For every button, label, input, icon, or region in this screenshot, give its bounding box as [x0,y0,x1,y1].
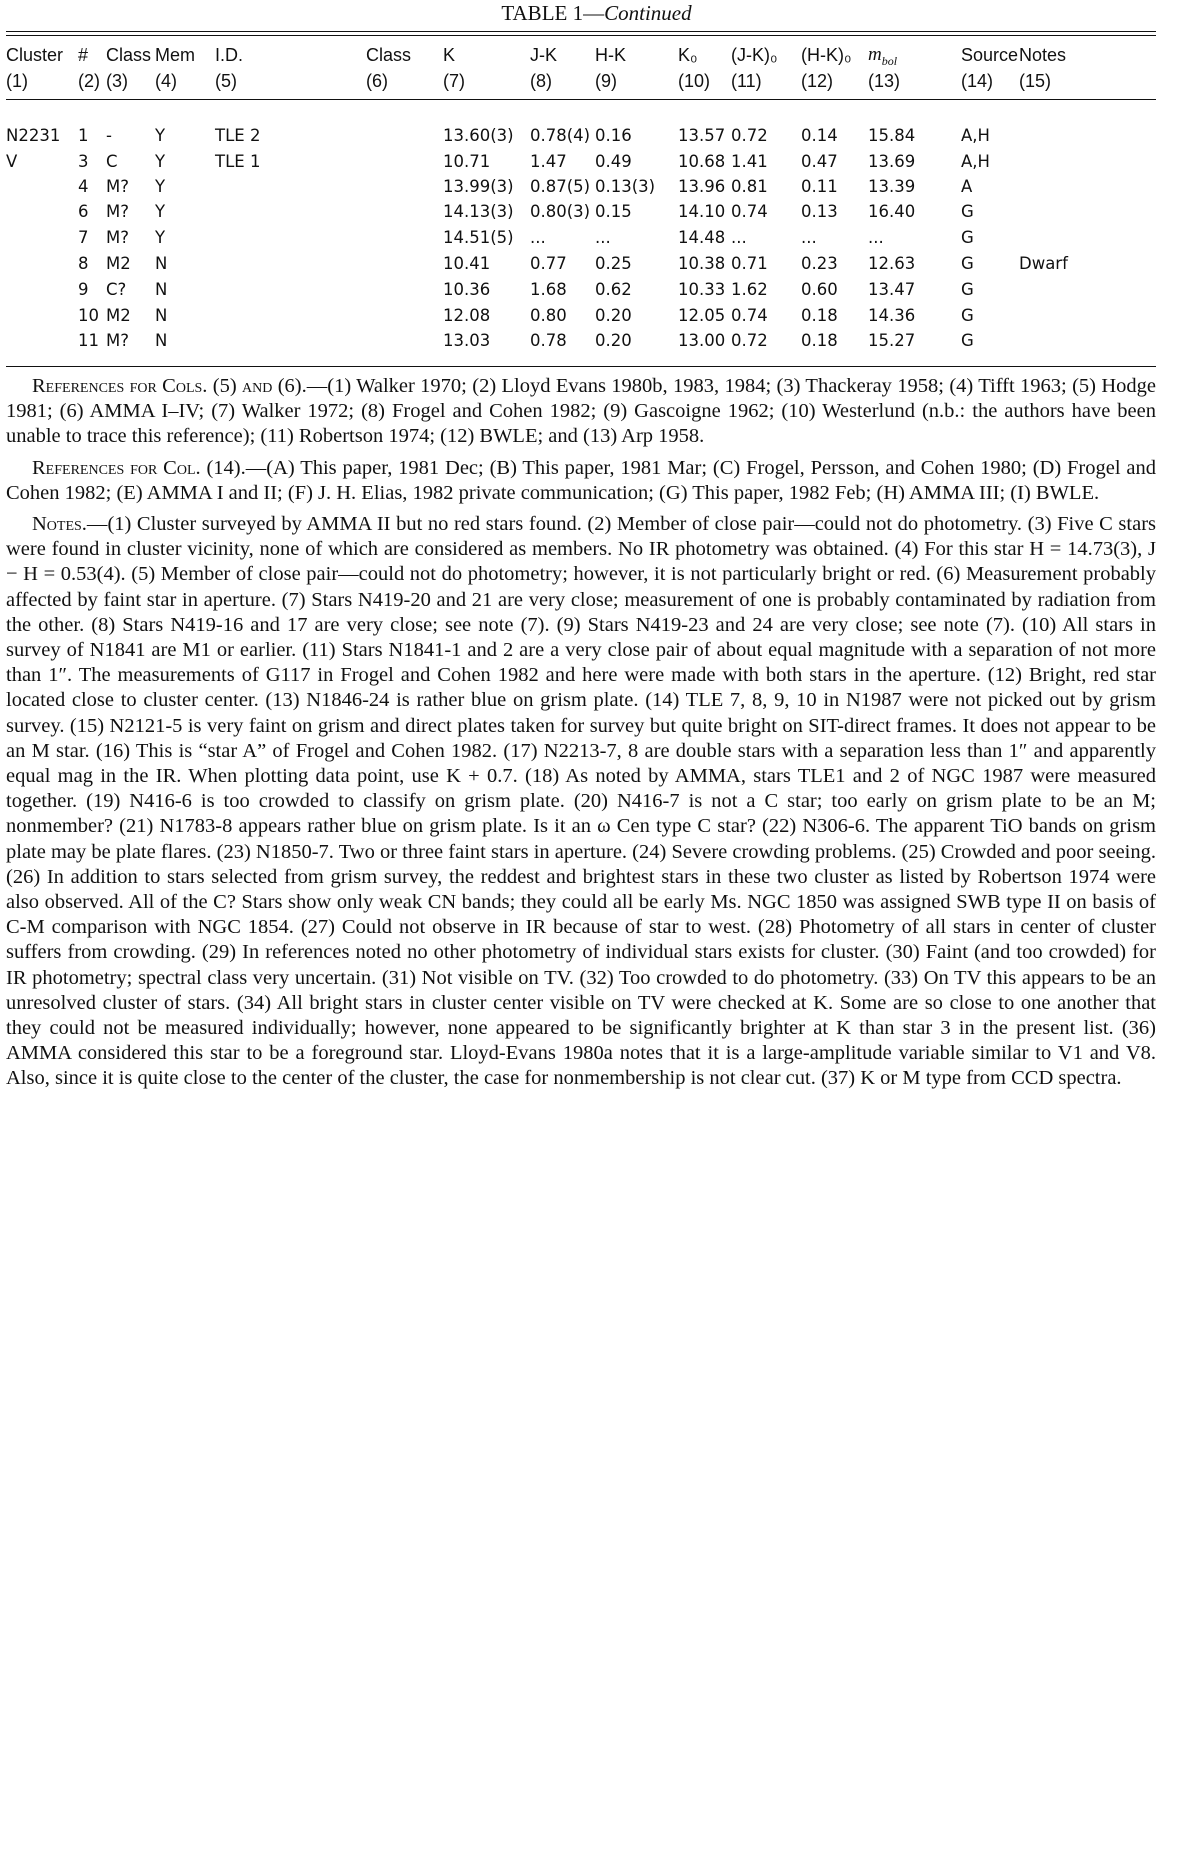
cell-number: 1 [78,126,89,145]
cell-h-k: 0.25 [595,254,632,273]
bottom-rule [6,366,1156,367]
cell-identification: TLE 2 [215,126,261,145]
cell-j-k: 0.80(3) [530,202,591,221]
cell-h-k: 0.16 [595,126,632,145]
cell-j-k0: 1.41 [731,152,768,171]
cell-number: 7 [78,228,89,247]
cell-h-k0: ... [801,228,817,247]
header-j-k-number: (8) [530,71,552,91]
cell-number: 11 [78,331,99,350]
references-cols-text: (1) Walker 1970; (2) Lloyd Evans 1980b, 1983, 1984; (3) Thackeray 1958; (4) Tifft 1963; (5) Hodge 1981; (6) AMMA I–IV; (7) Walker 1972; (8) Frogel and Cohen 1982; (9) Gascoigne 1962; (10) Westerlund (n.b.: the authors have been unable to trace this reference); (11) Robertson 1974; (12) BWLE; and (13) Arp 1958. [6,375,1156,448]
cell-source: G [961,331,974,350]
cell-m-bol: 16.40 [868,202,916,221]
cell-cluster: V [6,152,18,171]
top-rule [6,31,1156,32]
header-k-mag-number: (7) [443,71,465,91]
cell-h-k0: 0.18 [801,331,838,350]
cell-class: M2 [106,254,131,273]
header-j-k0: (J-K)₀ [731,45,778,65]
cell-h-k: 0.49 [595,152,632,171]
cell-membership: N [155,306,168,325]
cell-h-k0: 0.14 [801,126,838,145]
cell-number: 4 [78,177,89,196]
cell-h-k: 0.62 [595,280,632,299]
cell-m-bol: ... [868,228,884,247]
cell-class: M? [106,177,129,196]
cell-class: M? [106,228,129,247]
cell-number: 6 [78,202,89,221]
header-cluster: Cluster [6,45,64,65]
cell-class: C? [106,280,127,299]
cell-source: G [961,202,974,221]
cell-membership: N [155,331,168,350]
cell-j-k0: 0.72 [731,126,768,145]
header-number-number: (2) [78,71,100,91]
cell-class: M2 [106,306,131,325]
cell-k0: 13.57 [678,126,726,145]
cell-k-mag: 14.51(5) [443,228,514,247]
cell-membership: Y [155,126,166,145]
cell-k-mag: 10.71 [443,152,491,171]
header-class-number: (3) [106,71,128,91]
cell-j-k: 0.80 [530,306,567,325]
header-class-6: Class [366,45,412,65]
cell-j-k: 0.87(5) [530,177,591,196]
cell-cluster: N2231 [6,126,61,145]
header-j-k: J-K [530,45,557,65]
header-j-k0-number: (11) [731,71,762,91]
cell-j-k0: 0.71 [731,254,768,273]
header-number: # [78,45,89,65]
notes-text: (1) Cluster surveyed by AMMA II but no red stars found. (2) Member of close pair—could not do photometry. (3) Five C stars were found in cluster vicinity, none of which are considered as members. No IR photometry was obtained. (4) For this star H = 14.73(3), J − H = 0.53(4). (5) Member of close pair—could not do photometry; however, it is not particularly bright or red. (6) Measurement probably affected by faint star in aperture. (7) Stars N419-20 and 21 are very close; measurement of one is probably contaminated by radiation from the other. (8) Stars N419-16 and 17 are very close; see note (7). (9) Stars N419-23 and 24 are very close; see note (7). (10) All stars in survey of N1841 are M1 or earlier. (11) Stars N1841-1 and 2 are a very close pair of about equal magnitude with a separation of not more than 1″. The measurements of G117 in Frogel and Cohen 1982 and here were made with both stars in the aperture. (12) Bright, red star located close to cluster center. (13) N1846-24 is rather blue on grism plate. (14) TLE 7, 8, 9, 10 in N1987 were not picked out by grism survey. (15) N2121-5 is very faint on grism and direct plates taken for survey but quite bright on SIT-direct frames. It does not appear to be an M star. (16) This is “star A” of Frogel and Cohen 1982. (17) N2213-7, 8 are double stars with a separation less than 1″ and apparently equal mag in the IR. When plotting data point, use K + 0.7. (18) As noted by AMMA, stars TLE1 and 2 of NGC 1987 were measured together. (19) N416-6 is too crowded to classify on grism plate. (20) N416-7 is not a C star; too early on grism plate to be an M; nonmember? (21) N1783-8 appears rather blue on grism plate. Is it an ω Cen type C star? (22) N306-6. The apparent TiO bands on grism plate may be plate flares. (23) N1850-7. Two or three faint stars in aperture. (24) Severe crowding problems. (25) Crowded and poor seeing. (26) In addition to stars selected from grism survey, the reddest and brightest stars in these two cluster as listed by Robertson 1974 were also observed. All of the C? Stars show only weak CN bands; they could all be early Ms. NGC 1850 was assigned SWB type II on basis of C-M comparison with NGC 1854. (27) Could not observe in IR because of star to west. (28) Photometry of all stars in center of cluster suffers from crowding. (29) In references noted no other photometry of individual stars exists for cluster. (30) Faint (and too crowded) for IR photometry; spectral class very uncertain. (31) Not visible on TV. (32) Too crowded to do photometry. (33) On TV this appears to be an unresolved cluster of stars. (34) All bright stars in cluster center visible on TV were checked at K. Some are so close to one another that they could not be measured individually; however, none appeared to be significantly brighter at K than star 3 in the present list. (36) AMMA considered this star to be a foreground star. Lloyd-Evans 1980a notes that it is a large-amplitude variable similar to V1 and V8. Also, since it is quite close to the center of the cluster, the case for nonmembership is not clear cut. (37) K or M type from CCD spectra. [6,513,1156,1090]
cell-membership: Y [155,177,166,196]
header-m-bol-subscript: bol [881,53,898,68]
cell-source: G [961,280,974,299]
cell-membership: N [155,254,168,273]
cell-source: A,H [961,152,990,171]
notes-paragraph [6,512,1156,1092]
cell-h-k0: 0.11 [801,177,838,196]
cell-h-k: 0.15 [595,202,632,221]
cell-m-bol: 12.63 [868,254,916,273]
cell-notes: Dwarf [1019,254,1068,273]
header-notes: Notes [1019,45,1067,65]
references-col-14 [6,456,1156,506]
header-rule [6,99,1156,100]
header-h-k-number: (9) [595,71,617,91]
cell-k-mag: 13.60(3) [443,126,514,145]
cell-j-k: 0.77 [530,254,567,273]
cell-h-k: 0.20 [595,306,632,325]
cell-source: G [961,228,974,247]
cell-h-k0: 0.18 [801,306,838,325]
cell-k-mag: 13.03 [443,331,491,350]
header-m-bol: $m_{bol}$ [868,44,898,68]
cell-source: A,H [961,126,990,145]
cell-number: 3 [78,152,89,171]
notes-label: Notes.— [32,513,108,536]
cell-j-k0: 1.62 [731,280,768,299]
header-m-bol-number: (13) [868,71,901,91]
cell-source: A [961,177,973,196]
cell-j-k: 0.78 [530,331,567,350]
cell-number: 8 [78,254,89,273]
cell-k-mag: 10.36 [443,280,491,299]
cell-class: M? [106,331,129,350]
header-membership: Mem [155,45,195,65]
cell-j-k: 0.78(4) [530,126,591,145]
header-k0-number: (10) [678,71,711,91]
cell-k0: 14.48 [678,228,726,247]
cell-k0: 10.38 [678,254,726,273]
cell-j-k0: 0.74 [731,306,768,325]
table-caption [0,0,1193,26]
cell-j-k0: ... [731,228,747,247]
cell-h-k0: 0.47 [801,152,838,171]
cell-h-k: ... [595,228,611,247]
cell-source: G [961,306,974,325]
cell-m-bol: 13.39 [868,177,916,196]
header-identification-number: (5) [215,71,237,91]
cell-m-bol: 15.84 [868,126,916,145]
cell-identification: TLE 1 [215,152,261,171]
header-membership-number: (4) [155,71,177,91]
cell-k0: 12.05 [678,306,726,325]
cell-m-bol: 15.27 [868,331,916,350]
header-k0: K₀ [678,45,698,65]
cell-membership: N [155,280,168,299]
header-class: Class [106,45,152,65]
cell-k0: 13.96 [678,177,726,196]
cell-j-k0: 0.74 [731,202,768,221]
cell-m-bol: 13.69 [868,152,916,171]
references-col14-label: References for Col. (14).— [32,456,267,479]
cell-membership: Y [155,152,166,171]
references-cols-label: References for Cols. (5) and (6).— [32,375,328,397]
cell-j-k: ... [530,228,546,247]
header-identification: I.D. [215,45,244,65]
cell-k-mag: 13.99(3) [443,177,514,196]
cell-m-bol: 14.36 [868,306,916,325]
cell-h-k: 0.13(3) [595,177,656,196]
cell-j-k: 1.47 [530,152,567,171]
cell-class: C [106,152,118,171]
cell-k-mag: 12.08 [443,306,491,325]
cell-k0: 10.33 [678,280,726,299]
references-col14-text: (A) This paper, 1981 Dec; (B) This paper, 1981 Mar; (C) Frogel, Persson, and Cohen 1980; (D) Frogel and Cohen 1982; (E) AMMA I and II; (F) J. H. Elias, 1982 private communication; (G) This paper, 1982 Feb; (H) AMMA III; (I) BWLE. [6,456,1156,504]
header-cluster-number: (1) [6,71,28,91]
header-notes-number: (15) [1019,71,1052,91]
cell-h-k0: 0.23 [801,254,838,273]
cell-k-mag: 14.13(3) [443,202,514,221]
cell-k0: 13.00 [678,331,726,350]
table-title: TABLE 1— [501,1,605,25]
header-h-k0-number: (12) [801,71,834,91]
top-rule-second [6,35,1156,36]
cell-h-k0: 0.13 [801,202,838,221]
cell-j-k0: 0.81 [731,177,768,196]
cell-j-k0: 0.72 [731,331,768,350]
header-source-number: (14) [961,71,994,91]
header-h-k0: (H-K)₀ [801,45,852,65]
cell-class: M? [106,202,129,221]
cell-number: 9 [78,280,89,299]
header-h-k: H-K [595,45,626,65]
table-continued: Continued [604,1,692,25]
header-class-6-number: (6) [366,71,388,91]
cell-j-k: 1.68 [530,280,567,299]
header-source: Source [961,45,1019,65]
cell-class: - [106,126,112,145]
references-cols-5-6 [6,374,1156,450]
cell-number: 10 [78,306,99,325]
cell-source: G [961,254,974,273]
cell-h-k: 0.20 [595,331,632,350]
table-notes [6,374,1156,1098]
cell-membership: Y [155,202,166,221]
cell-k-mag: 10.41 [443,254,491,273]
cell-m-bol: 13.47 [868,280,916,299]
header-k-mag: K [443,45,456,65]
cell-k0: 14.10 [678,202,726,221]
cell-k0: 10.68 [678,152,726,171]
cell-h-k0: 0.60 [801,280,838,299]
cell-membership: Y [155,228,166,247]
